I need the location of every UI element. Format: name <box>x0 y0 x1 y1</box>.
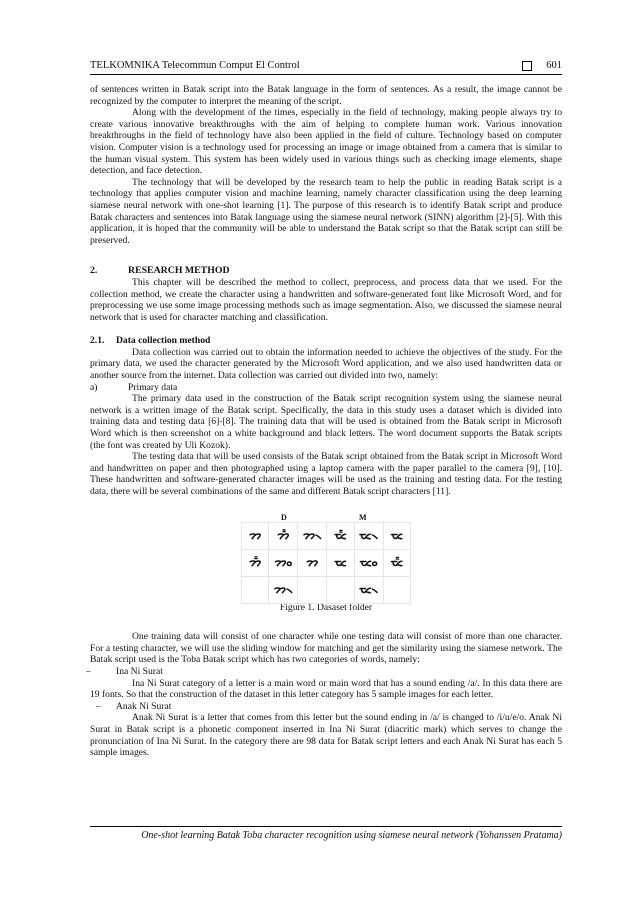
section-heading <box>90 265 562 277</box>
subsection-heading <box>90 335 562 347</box>
batak-char-cell <box>242 576 269 603</box>
paragraph: The technology that will be developed by the research team to help the public in reading Batak script is a technology that applies computer vision and machine learning, namely character classification using the deep learning siamese neural network with one-shot learning [1]. The purpose of this research is to identify Batak script and produce Batak characters and sentences into Batak language using the siamese neural network (SINN) algorithm [2]-[5]. With this application, it is hoped that the community will be able to understand the Batak script so that the Batak script can still be preserved. <box>90 176 562 246</box>
batak-char-cell: ᯂᯪ <box>269 549 298 576</box>
batak-char-cell: ᯂ <box>298 549 327 576</box>
paragraph: Ina Ni Surat category of a letter is a main word or main word that has a sound ending /a/. In this data there are 19 fonts. So that the construction of the dataset in this letter category has 5 sample images for each letter. <box>90 677 562 701</box>
list-item-label: Primary data <box>128 381 178 393</box>
batak-char-cell: ᯔ᯲ <box>354 522 383 549</box>
list-item <box>90 382 562 394</box>
checkbox-icon <box>522 61 532 71</box>
batak-char-cell: ᯔ᯦ <box>383 549 410 576</box>
dataset-figure <box>241 512 411 602</box>
batak-char-cell <box>327 576 354 603</box>
grid-row <box>242 549 411 576</box>
character-grid <box>241 522 411 604</box>
batak-char-cell: ᯂ᯦ <box>269 522 298 549</box>
batak-char-cell: ᯂ᯦ <box>242 549 269 576</box>
list-marker: a) <box>90 381 98 393</box>
paragraph: The primary data used in the construction of the Batak script recognition system using the siamese neural network is a written image of the Batak script. Specifically, the data in this study uses a dataset which is divided into training data and testing data [6]-[8]. The training data that will be used is obtained from the Batak script in Microsoft Word which is then screenshot on a white background and black letters. The word document supports the Batak scripts (the font was created by Uli Kozok). <box>90 393 562 451</box>
body-text <box>86 84 562 759</box>
list-item-label: Anak Ni Surat <box>116 700 172 712</box>
figure-caption: Figure 1. Dasaset folder <box>279 601 373 613</box>
batak-char-cell: ᯔ <box>383 522 410 549</box>
paragraph: Along with the development of the times, especially in the field of technology, making people always try to create various innovative breakthroughs with the aim of helping to complete human work. Various innovation breakthroughs in the field of technology have also been applied in the field of culture. Technology based on computer vision. Computer vision is a technology used for processing an image or image obtained from a camera that is similar to the human visual system. This system has been widely used in various things such as checking image elements, shape detection, and face detection. <box>90 107 562 177</box>
journal-title: TELKOMNIKA Telecommun Comput El Control <box>90 60 300 71</box>
section-title: RESEARCH METHOD <box>128 265 230 277</box>
batak-char-cell: ᯔ᯦ <box>327 522 354 549</box>
paragraph: of sentences written in Batak script into the Batak language in the form of sentences. As a result, the image cannot be recognized by the computer to interpret the meaning of the script. <box>90 84 562 107</box>
paragraph: This chapter will be described the method to collect, preprocess, and process data that we used. For the collection method, we create the character using a handwritten and software-generated font like Microsoft Word, and for preprocessing we use some image processing methods such as image segmentation. Also, we discussed the siamese neural network that is used for character matching and classification. <box>90 276 562 323</box>
paragraph: Anak Ni Surat is a letter that comes from this letter but the sound ending in /a/ is changed to /i/u/e/o. Anak Ni Surat in Batak script is a phonetic component inserted in Ina Ni Surat (diacritic mark) which serves to change the pronunciation of Ina Ni Surat. In the category there are 98 data for Batak script letters and each Anak Ni Surat has each 5 sample images. <box>90 712 562 759</box>
list-item-label: Ina Ni Surat <box>116 665 163 677</box>
batak-char-cell: ᯔ <box>327 549 354 576</box>
list-item <box>86 665 562 678</box>
list-item <box>90 701 562 713</box>
section-number: 2. <box>90 265 98 277</box>
batak-char-cell <box>298 576 327 603</box>
page-number: 601 <box>546 60 562 71</box>
dash-marker: – <box>96 700 101 712</box>
grid-row <box>242 522 411 549</box>
batak-char-cell: ᯔ᯲ <box>354 576 383 603</box>
subsection-title: Data collection method <box>116 335 211 347</box>
batak-char-cell: ᯂ <box>242 522 269 549</box>
figure-label-m: M <box>359 512 367 522</box>
running-header <box>90 58 562 75</box>
paragraph: Data collection was carried out to obtain the information needed to achieve the objectives of the study. For the primary data, we used the character generated by the Microsoft Word application, and we also used handwritten data or another source from the internet. Data collection was carried out divided into two, namely: <box>90 346 562 382</box>
batak-char-cell: ᯂ᯲ <box>298 522 327 549</box>
paragraph: One training data will consist of one character while one testing data will consist of more than one character. For a testing character, we will use the sliding window for matching and get the similarity using the siamese network. The Batak script used is the Toba Batak script which has two categories of words, namely: <box>90 631 562 666</box>
batak-char-cell: ᯔᯪ <box>354 549 383 576</box>
batak-char-cell <box>383 576 410 603</box>
paragraph: The testing data that will be used consists of the Batak script obtained from the Batak script in Microsoft Word and handwritten on paper and then photographed using a laptop camera with the paper parallel to the camera [9], [10]. These handwritten and software-generated character images will be used as the training and testing data. For the testing data, there will be several combinations of the same and different Batak script characters [11]. <box>90 451 562 497</box>
figure-label-d: D <box>281 512 287 522</box>
grid-row <box>242 576 411 603</box>
dash-marker: – <box>86 665 91 677</box>
running-footer: One-shot learning Batak Toba character recognition using siamese neural network (Yohanssen Pratama) <box>90 826 562 841</box>
batak-char-cell: ᯂ᯲ <box>269 576 298 603</box>
subsection-number: 2.1. <box>90 335 105 347</box>
